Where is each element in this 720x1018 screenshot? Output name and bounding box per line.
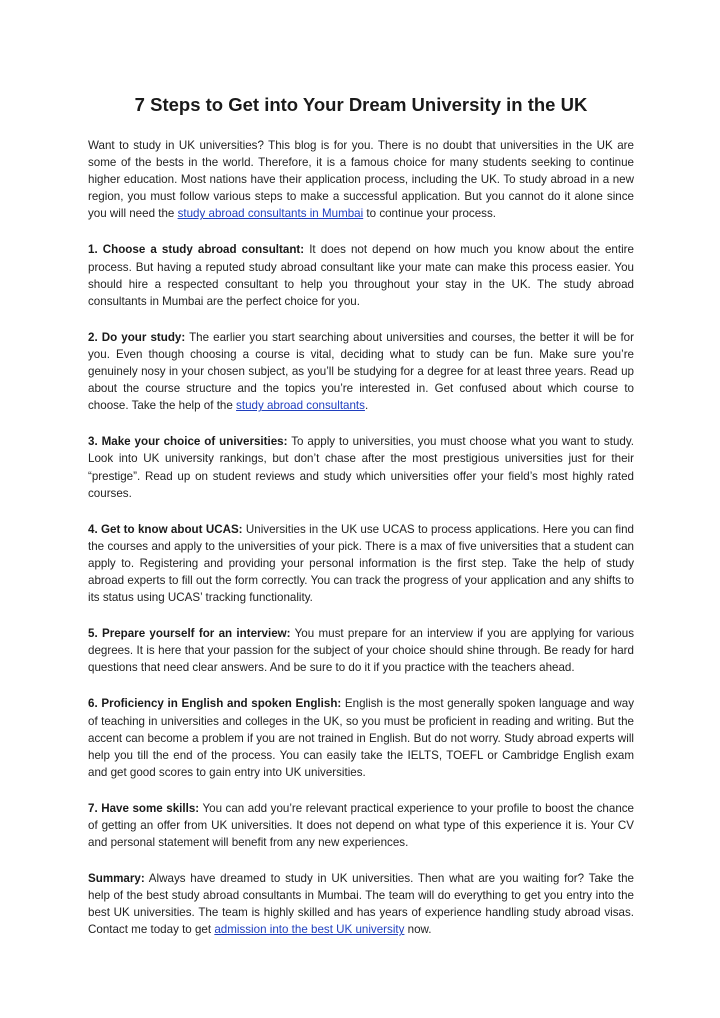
study-abroad-consultants-link[interactable]: study abroad consultants	[236, 399, 365, 413]
step-5-paragraph	[88, 625, 634, 676]
step-1-paragraph	[88, 241, 634, 309]
summary-heading: Summary:	[88, 872, 145, 886]
step-4-paragraph	[88, 521, 634, 606]
step-6-heading: 6. Proficiency in English and spoken English:	[88, 697, 342, 711]
step-5-text: You must prepare for an interview if you are applying for various degrees. It is here that your passion for the subject of your choice should shine through. Be ready for hard questions that need clear answers. And be sure to do it if you practice with the teachers ahead.	[88, 627, 634, 675]
document-title: 7 Steps to Get into Your Dream University in the UK	[134, 94, 588, 115]
intro-paragraph	[88, 137, 634, 222]
summary-paragraph	[88, 870, 634, 938]
step-6-paragraph	[88, 695, 634, 780]
intro-text-1: Want to study in UK universities? This blog is for you. There is no doubt that universities in the UK are some of the bests in the world. Therefore, it is a famous choice for many students seeking to continue higher education. Most nations have their application process, including the UK. To study abroad in a new region, you must follow various steps to make a successful application. But you cannot do it alone since you will need the	[88, 139, 634, 221]
step-1-heading: 1. Choose a study abroad consultant:	[88, 243, 305, 257]
step-6-text: English is the most generally spoken language and way of teaching in universities and colleges in the UK, so you must be proficient in reading and writing. But the accent can become a problem if you are not trained in English. But do not worry. Study abroad experts will help you till the end of the process. You can easily take the IELTS, TOEFL or Cambridge English exam and get good scores to gain entry into UK universities.	[88, 697, 634, 779]
admission-best-uk-university-link[interactable]: admission into the best UK university	[214, 923, 405, 937]
summary-text: Always have dreamed to study in UK universities. Then what are you waiting for? Take the help of the best study abroad consultants in Mumbai. The team will do everything to get you entry into the best UK universities. The team is highly skilled and has years of experience handling study abroad visas. Contact me today to get	[88, 872, 634, 937]
step-1-text: It does not depend on how much you know about the entire process. But having a reputed study abroad consultant like your mate can make this process easier. You should hire a respected consultant to help you throughout your stay in the UK. The study abroad consultants in Mumbai are the perfect choice for you.	[88, 243, 634, 308]
step-7-paragraph	[88, 800, 634, 851]
study-abroad-consultants-mumbai-link[interactable]: study abroad consultants in Mumbai	[177, 207, 364, 221]
step-2-text-end: .	[364, 399, 369, 413]
step-3-heading: 3. Make your choice of universities:	[88, 435, 288, 449]
step-4-heading: 4. Get to know about UCAS:	[88, 522, 243, 536]
step-2-paragraph	[88, 329, 634, 414]
step-3-paragraph	[88, 433, 634, 501]
step-5-heading: 5. Prepare yourself for an interview:	[88, 627, 291, 641]
step-4-text: Universities in the UK use UCAS to process applications. Here you can find the courses and apply to the universities of your pick. There is a max of five universities that a student can apply to. Registering and providing your personal information is the first step. Take the help of study abroad experts to fill out the form correctly. You can track the progress of your application and any shifts to its status using UCAS’ tracking functionality.	[88, 522, 634, 605]
step-7-text: You can add you’re relevant practical experience to your profile to boost the chance of getting an offer from UK universities. It does not depend on what type of this experience it is. Your CV and personal statement will benefit from any new experiences.	[88, 801, 635, 850]
step-2-heading: 2. Do your study:	[88, 330, 186, 344]
intro-text-2: to continue your process.	[363, 207, 496, 221]
step-3-text: To apply to universities, you must choose what you want to study. Look into UK university rankings, but don’t chase after the most prestigious universities just for their “prestige”. Read up on student reviews and study which universities offer your field’s most highly rated courses.	[88, 435, 634, 500]
summary-text-end: now.	[404, 923, 432, 937]
step-2-text: The earlier you start searching about universities and courses, the better it will be for you. Even though choosing a course is vital, deciding what to study can be fun. Make sure you’re genuinely nosy in your chosen subject, as you’ll be studying for a degree for at least three years. Read up about the course structure and the topics you’re interested in. Get confused about which course to choose. Take the help of the	[88, 330, 634, 413]
step-7-heading: 7. Have some skills:	[88, 801, 200, 815]
